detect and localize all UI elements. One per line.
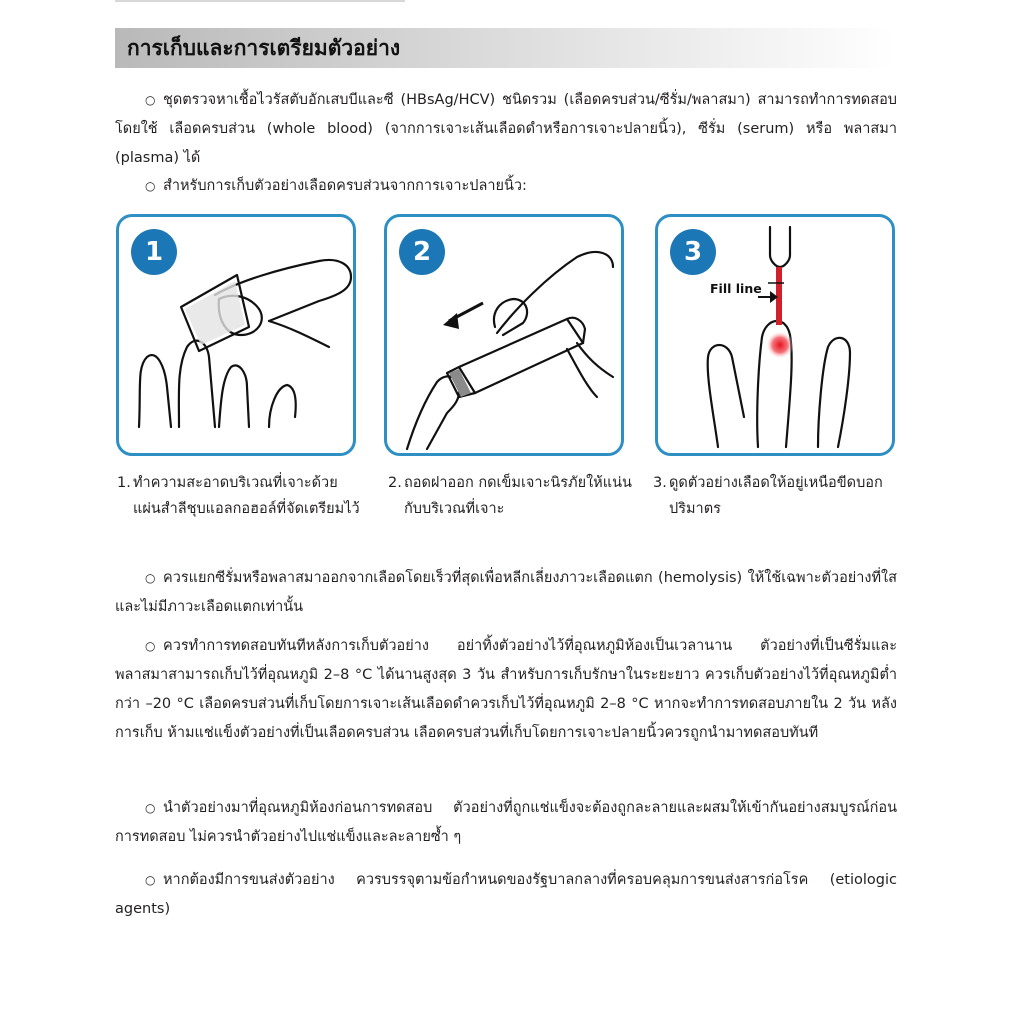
step-3-panel (655, 214, 895, 456)
fill-line-label: Fill line (710, 281, 762, 296)
step-1-caption (117, 470, 362, 522)
intro-paragraph-2 (115, 172, 897, 201)
step-2-caption (388, 470, 633, 522)
step-3-caption-text: ดูดตัวอย่างเลือดให้อยู่เหนือขีดบอกปริมาตร (669, 475, 883, 517)
top-rule (115, 0, 405, 2)
step-3-badge: 3 (670, 229, 716, 275)
step-2-badge: 2 (399, 229, 445, 275)
step-2-caption-text: ถอดฝาออก กดเข็มเจาะนิรภัยให้แน่นกับบริเวณที่เจาะ (404, 475, 632, 517)
step-1-caption-text: ทำความสะอาดบริเวณที่เจาะด้วยแผ่นสำลีชุบแอลกอฮอล์ที่จัดเตรียมไว้ (133, 475, 360, 517)
bullet-icon: ○ (145, 873, 156, 887)
intro-paragraph-1 (115, 86, 897, 173)
step-3-caption-number: 3. (653, 475, 667, 491)
section-header-bar (115, 28, 897, 68)
step-2-caption-number: 2. (388, 475, 402, 491)
intro-text-2: สำหรับการเก็บตัวอย่างเลือดครบส่วนจากการเจาะปลายนิ้ว: (163, 178, 527, 194)
step-3-caption (653, 470, 898, 522)
bullet-icon: ○ (145, 179, 156, 193)
section-title: การเก็บและการเตรียมตัวอย่าง (127, 36, 401, 60)
note-paragraph-storage (115, 632, 897, 748)
bullet-icon: ○ (145, 93, 156, 107)
step-1-panel (116, 214, 356, 456)
note-text-room-temp: นำตัวอย่างมาที่อุณหภูมิห้องก่อนการทดสอบ ตัวอย่างที่ถูกแช่แข็งจะต้องถูกละลายและผสมให้เข้ากันอย่างสมบูรณ์ก่อนการทดสอบ ไม่ควรนำตัวอย่างไปแช่แข็งและละลายซ้ำ ๆ (115, 800, 897, 845)
bullet-icon: ○ (145, 571, 156, 585)
bullet-icon: ○ (145, 801, 156, 815)
note-text-hemolysis: ควรแยกซีรั่มหรือพลาสมาออกจากเลือดโดยเร็วที่สุดเพื่อหลีกเลี่ยงภาวะเลือดแตก (hemolysis) ให้ใช้เฉพาะตัวอย่างที่ใสและไม่มีภาวะเลือดแตกเท่านั้น (115, 570, 897, 615)
bullet-icon: ○ (145, 639, 156, 653)
step-1-badge: 1 (131, 229, 177, 275)
note-text-shipping: หากต้องมีการขนส่งตัวอย่าง ควรบรรจุตามข้อกำหนดของรัฐบาลกลางที่ครอบคลุมการขนส่งสารก่อโรค (etiologic agents) (115, 872, 897, 917)
note-text-storage: ควรทำการทดสอบทันทีหลังการเก็บตัวอย่าง อย่าทิ้งตัวอย่างไว้ที่อุณหภูมิห้องเป็นเวลานาน ตัวอย่างที่เป็นซีรั่มและพลาสมาสามารถเก็บไว้ที่อุณหภูมิ 2–8 °C ได้นานสูงสุด 3 วัน สำหรับการเก็บรักษาในระยะยาว ควรเก็บตัวอย่างไว้ที่อุณหภูมิต่ำกว่า –20 °C เลือดครบส่วนที่เก็บโดยการเจาะเส้นเลือดดำควรเก็บไว้ที่อุณหภูมิ 2–8 °C หากจะทำการทดสอบภายใน 2 วัน หลังการเก็บ ห้ามแช่แข็งตัวอย่างที่เป็นเลือดครบส่วน เลือดครบส่วนที่เก็บโดยการเจาะปลายนิ้วควรถูกนำมาทดสอบทันที (115, 638, 897, 741)
note-paragraph-shipping (115, 866, 897, 924)
step-2-panel (384, 214, 624, 456)
note-paragraph-hemolysis (115, 564, 897, 622)
intro-text-1: ชุดตรวจหาเชื้อไวรัสตับอักเสบบีและซี (HBsAg/HCV) ชนิดรวม (เลือดครบส่วน/ซีรั่ม/พลาสมา) สามารถทำการทดสอบโดยใช้ เลือดครบส่วน (whole blood) (จากการเจาะเส้นเลือดดำหรือการเจาะปลายนิ้ว), ซีรั่ม (serum) หรือ พลาสมา (plasma) ได้ (115, 92, 897, 166)
step-1-caption-number: 1. (117, 475, 131, 491)
note-paragraph-room-temp (115, 794, 897, 852)
